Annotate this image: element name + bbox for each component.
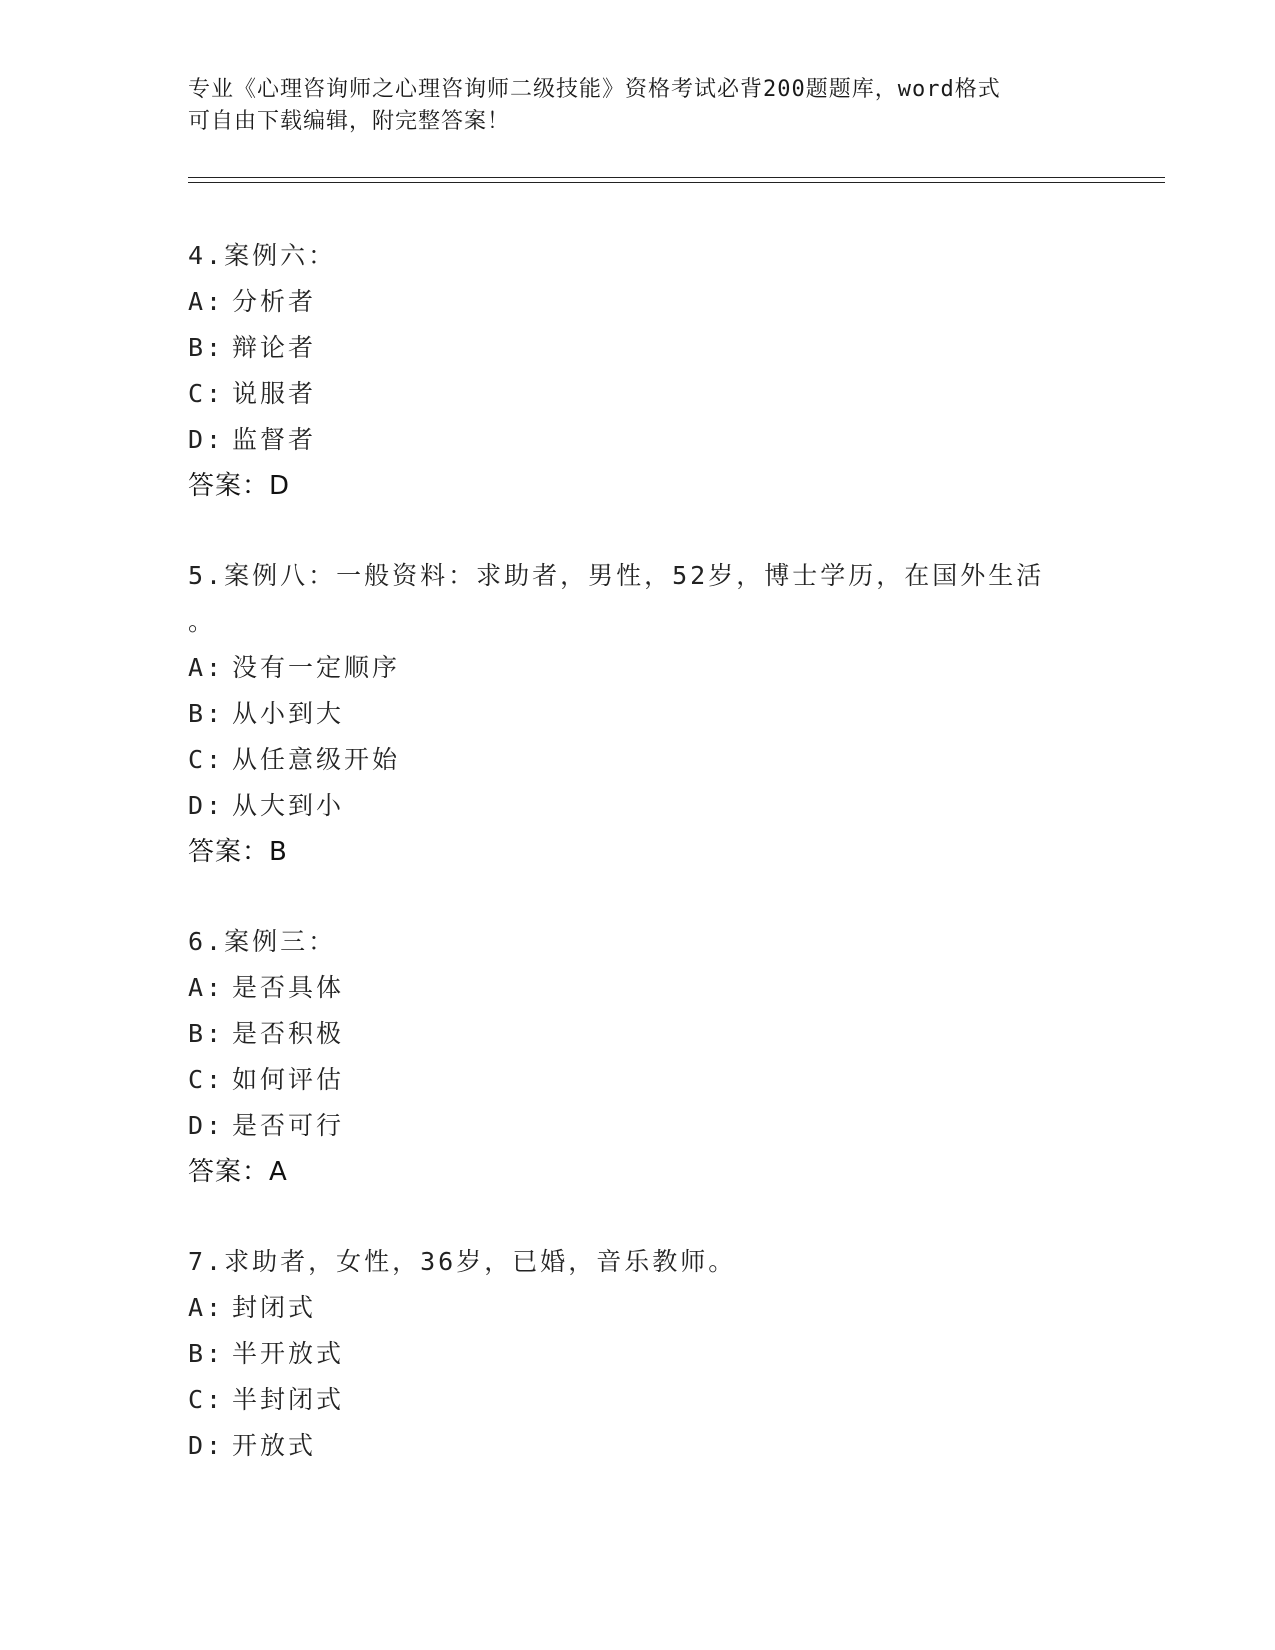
option-text: 监督者: [232, 425, 317, 454]
question-stem: 7.求助者，女性，36岁，已婚，音乐教师。: [188, 1247, 737, 1276]
option-c: [188, 1057, 1088, 1103]
option-key: B:: [188, 1019, 225, 1048]
question-5: [188, 553, 1088, 875]
option-d: [188, 1423, 1088, 1469]
option-c: [188, 371, 1088, 417]
question-stem: 6.案例三：: [188, 927, 337, 956]
option-c: [188, 1377, 1088, 1423]
option-a: [188, 645, 1088, 691]
option-key: D:: [188, 1111, 225, 1140]
question-stem: 5.案例八：一般资料：求助者，男性，52岁，博士学历，在国外生活: [188, 561, 1045, 590]
header-title-line-2: 可自由下载编辑，附完整答案！: [188, 109, 511, 134]
option-text: 是否积极: [232, 1019, 345, 1048]
option-key: D:: [188, 425, 225, 454]
document-header: [188, 74, 1088, 138]
option-d: [188, 417, 1088, 463]
option-text: 说服者: [232, 379, 317, 408]
option-d: [188, 783, 1088, 829]
option-text: 如何评估: [232, 1065, 345, 1094]
option-b: [188, 1331, 1088, 1377]
option-text: 是否具体: [232, 973, 345, 1002]
question-6: [188, 919, 1088, 1195]
answer-line: 答案：A: [188, 1157, 288, 1187]
option-text: 没有一定顺序: [232, 653, 401, 682]
answer-line: 答案：D: [188, 471, 291, 501]
option-key: D:: [188, 1431, 225, 1460]
question-list: [188, 233, 1088, 1513]
option-text: 半开放式: [232, 1339, 345, 1368]
answer-line: 答案：B: [188, 837, 288, 867]
option-text: 封闭式: [232, 1293, 317, 1322]
option-key: A:: [188, 1293, 225, 1322]
option-b: [188, 1011, 1088, 1057]
option-text: 是否可行: [232, 1111, 345, 1140]
option-key: B:: [188, 699, 225, 728]
question-stem: 4.案例六：: [188, 241, 337, 270]
option-c: [188, 737, 1088, 783]
option-key: B:: [188, 1339, 225, 1368]
option-key: D:: [188, 791, 225, 820]
option-b: [188, 325, 1088, 371]
option-text: 开放式: [232, 1431, 317, 1460]
option-a: [188, 1285, 1088, 1331]
option-key: C:: [188, 1065, 225, 1094]
option-a: [188, 279, 1088, 325]
option-b: [188, 691, 1088, 737]
option-key: C:: [188, 1385, 225, 1414]
option-text: 从任意级开始: [232, 745, 401, 774]
option-text: 从大到小: [232, 791, 345, 820]
option-key: A:: [188, 973, 225, 1002]
option-text: 分析者: [232, 287, 317, 316]
header-title-line-1: 专业《心理咨询师之心理咨询师二级技能》资格考试必背200题题库，word格式: [188, 77, 1001, 102]
option-key: B:: [188, 333, 225, 362]
header-divider-top: [188, 177, 1165, 178]
question-4: [188, 233, 1088, 509]
option-text: 辩论者: [232, 333, 317, 362]
option-key: A:: [188, 287, 225, 316]
option-text: 半封闭式: [232, 1385, 345, 1414]
option-key: C:: [188, 379, 225, 408]
header-divider-bottom: [188, 182, 1165, 183]
option-text: 从小到大: [232, 699, 345, 728]
option-key: C:: [188, 745, 225, 774]
question-7: [188, 1239, 1088, 1469]
option-key: A:: [188, 653, 225, 682]
option-d: [188, 1103, 1088, 1149]
question-stem-continuation: 。: [188, 607, 217, 636]
option-a: [188, 965, 1088, 1011]
